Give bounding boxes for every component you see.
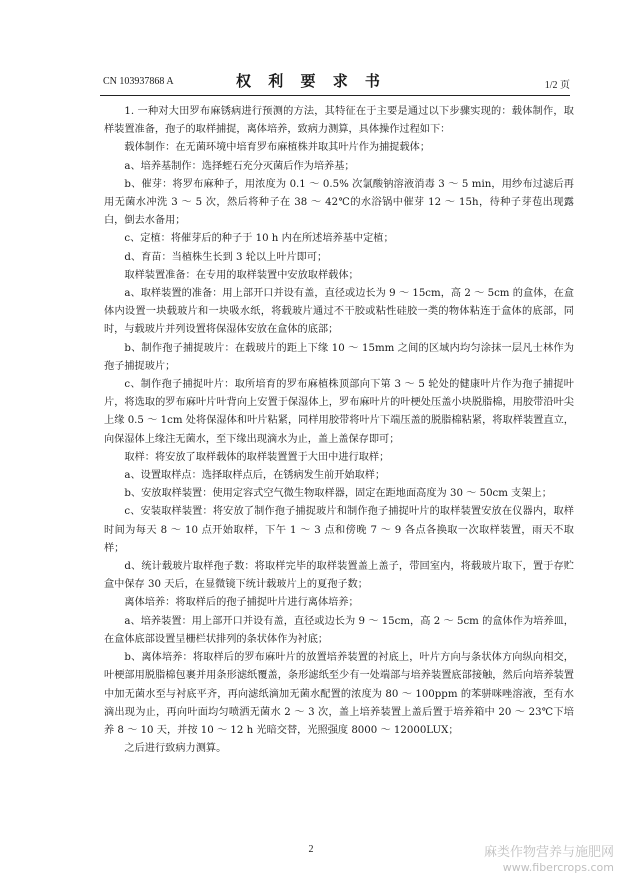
claim-paragraph: 载体制作：在无菌环境中培育罗布麻植株并取其叶片作为捕捉载体； (124, 142, 431, 154)
claim-paragraph: b、安放取样装置：使用定容式空气微生物取样器，固定在距地面高度为 30 ～ 50cm 支架上； (124, 488, 552, 500)
page-header (0, 70, 622, 94)
patent-number: CN 103937868 A (103, 76, 174, 87)
claim-paragraph: 取样：将安放了取样载体的取样装置置于大田中进行取样； (124, 451, 390, 463)
claim-paragraph: b、制作孢子捕捉玻片：在载玻片的距上下缘 10 ～ 15mm 之间的区域内均匀涂抹一层凡士林作为孢子捕捉玻片； (104, 342, 574, 372)
claim-paragraph: b、催芽：将罗布麻种子，用浓度为 0.1 ～ 0.5% 次氯酸钠溶液消毒 3 ～ 5 min，用纱布过滤后再用无菌水冲洗 3 ～ 5 次，然后将种子在 38 ～ 42℃的水浴锅中催芽 12 ～ 15h，待种子芽苞出现露白，倒去水备用； (104, 178, 574, 227)
claim-paragraph: d、育苗：当植株生长到 3 轮以上叶片即可； (124, 251, 328, 263)
claim-paragraph: 之后进行致病力测算。 (124, 743, 227, 755)
claim-paragraph: c、制作孢子捕捉叶片：取所培育的罗布麻植株顶部向下第 3 ～ 5 轮处的健康叶片作为孢子捕捉叶片，将选取的罗布麻叶片叶背向上安置于保湿体上，罗布麻叶片的叶梗处压盖小块脱脂棉，用胶带沿叶尖上缘 0.5 ～ 1cm 处将保湿体和叶片粘紧，同样用胶带将叶片下端压盖的脱脂棉粘紧，将取样装置直立，向保湿体上缘注无菌水，至下缘出现滴水为止，盖上盖保存即可； (104, 379, 574, 445)
claim-paragraph: c、定植：将催芽后的种子于 10 h 内在所述培养基中定植； (124, 233, 394, 245)
claim-paragraph: 1. 一种对大田罗布麻锈病进行预测的方法，其特征在于主要是通过以下步骤实现的：载体制作，取样装置准备，孢子的取样捕捉，离体培养，致病力测算，具体操作过程如下： (104, 106, 574, 136)
claim-paragraph: c、安装取样装置：将安放了制作孢子捕捉玻片和制作孢子捕捉叶片的取样装置安放在仪器内，取样时间为每天 8 ～ 10 点开始取样，下午 1 ～ 3 点和傍晚 7 ～ 9 各点各换取一次取样装置，雨天不取样； (104, 506, 574, 554)
claim-paragraph: a、设置取样点：选择取样点后，在锈病发生前开始取样； (124, 470, 386, 482)
claim-paragraph: a、取样装置的准备：用上部开口并设有盖，直径或边长为 9 ～ 15cm，高 2 ～ 5cm 的盒体，在盒体内设置一块载玻片和一块吸水纸，将载玻片通过不干胶或粘性硅胶一类的物体粘连于盒体的底部，同时，与载玻片并列设置将保湿体安放在盒体的底部； (104, 288, 574, 336)
claim-paragraph: a、培养装置：用上部开口并设有盖，直径或边长为 9 ～ 15cm，高 2 ～ 5cm 的盒体作为培养皿，在盒体底部设置呈栅栏状排列的条状体作为衬底； (104, 615, 574, 645)
claim-paragraph: 离体培养：将取样后的孢子捕捉叶片进行离体培养； (124, 597, 359, 609)
claim-paragraph: 取样装置准备：在专用的取样装置中安放取样载体； (124, 269, 359, 281)
document-title: 权 利 要 求 书 (236, 72, 386, 90)
site-watermark (484, 845, 614, 875)
watermark-site-name: 麻类作物营养与施肥网 (483, 845, 614, 860)
header-rule (100, 95, 570, 96)
claim-paragraph: a、培养基制作：选择蛭石充分灭菌后作为培养基； (124, 160, 355, 172)
claim-paragraph: d、统计载玻片取样孢子数：将取样完毕的取样装置盖上盖子，带回室内，将载玻片取下，置于存贮盒中保存 30 天后，在显微镜下统计载玻片上的夏孢子数； (104, 561, 574, 591)
page-number: 2 (308, 844, 314, 855)
claim-paragraph: b、离体培养：将取样后的罗布麻叶片的放置培养装置的衬底上，叶片方向与条状体方向纵向相交，叶梗部用脱脂棉包裹并用条形滤纸覆盖，条形滤纸至少有一处端部与培养装置底部接触，然后向培养装置中加无菌水至与衬底平齐，再向滤纸滴加无菌水配置的浓度为 80 ～ 100ppm 的苯骈咪唑溶液，至有水滴出现为止，再向叶面均匀喷洒无菌水 2 ～ 3 次，盖上培养装置上盖后置于培养箱中 20 ～ 23℃下培养 8 ～ 10 天，并按 10 ～ 12 h 光暗交替，光照强度 8000 ～ 12000LUX； (104, 652, 574, 736)
page-info: 1/2 页 (544, 80, 570, 91)
claims-body (104, 103, 574, 758)
watermark-url: www.fibercrops.com (502, 861, 614, 874)
